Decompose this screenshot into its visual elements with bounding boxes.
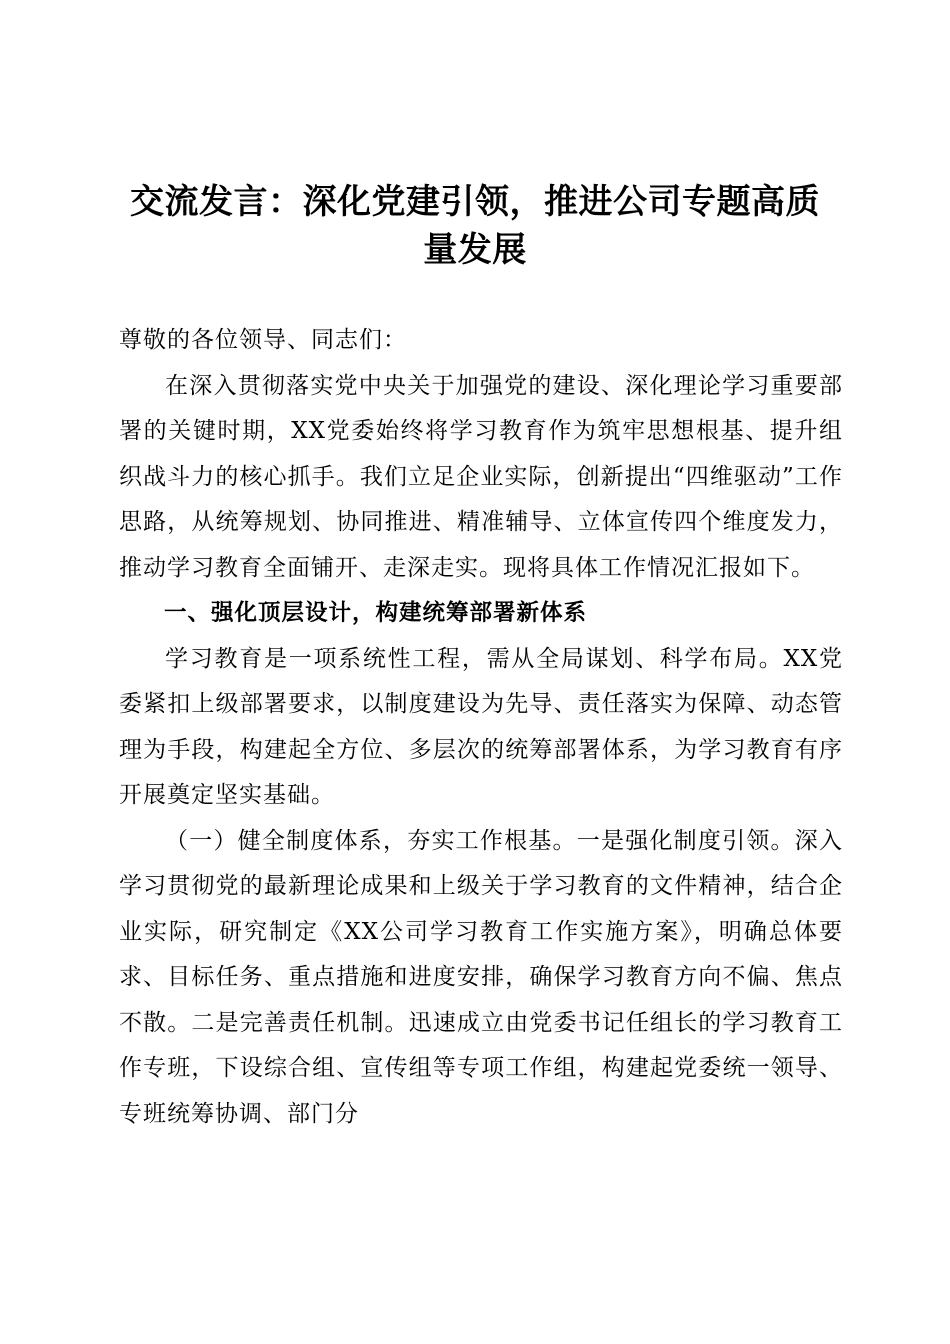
document-body (119, 318, 843, 1137)
salutation: 尊敬的各位领导、同志们： (119, 327, 407, 353)
intro-paragraph: 在深入贯彻落实党中央关于加强党的建设、深化理论学习重要部署的关键时期，XX党委始终将学习教育作为筑牢思想根基、提升组织战斗力的核心抓手。我们立足企业实际，创新提出“四维驱动”工作思路，从统筹规划、协同推进、精准辅导、立体宣传四个维度发力，推动学习教育全面铺开、走深走实。现将具体工作情况汇报如下。 (119, 372, 843, 581)
section-heading-1: 一、强化顶层设计，构建统筹部署新体系 (164, 600, 588, 626)
section-1-paragraph: 学习教育是一项系统性工程，需从全局谋划、科学布局。XX党委紧扣上级部署要求，以制度建设为先导、责任落实为保障、动态管理为手段，构建起全方位、多层次的统筹部署体系，为学习教育有序开展奠定坚实基础。 (119, 645, 843, 808)
subsection-1-paragraph: （一）健全制度体系，夯实工作根基。一是强化制度引领。深入学习贯彻党的最新理论成果和上级关于学习教育的文件精神，结合企业实际，研究制定《XX公司学习教育工作实施方案》，明确总体要求、目标任务、重点措施和进度安排，确保学习教育方向不偏、焦点不散。二是完善责任机制。迅速成立由党委书记任组长的学习教育工作专班，下设综合组、宣传组等专项工作组，构建起党委统一领导、专班统筹协调、部门分 (119, 827, 843, 1127)
title-line-2: 量发展 (423, 230, 527, 270)
title-line-1: 交流发言：深化党建引领，推进公司专题高质 (130, 182, 820, 222)
document-title (90, 178, 860, 274)
